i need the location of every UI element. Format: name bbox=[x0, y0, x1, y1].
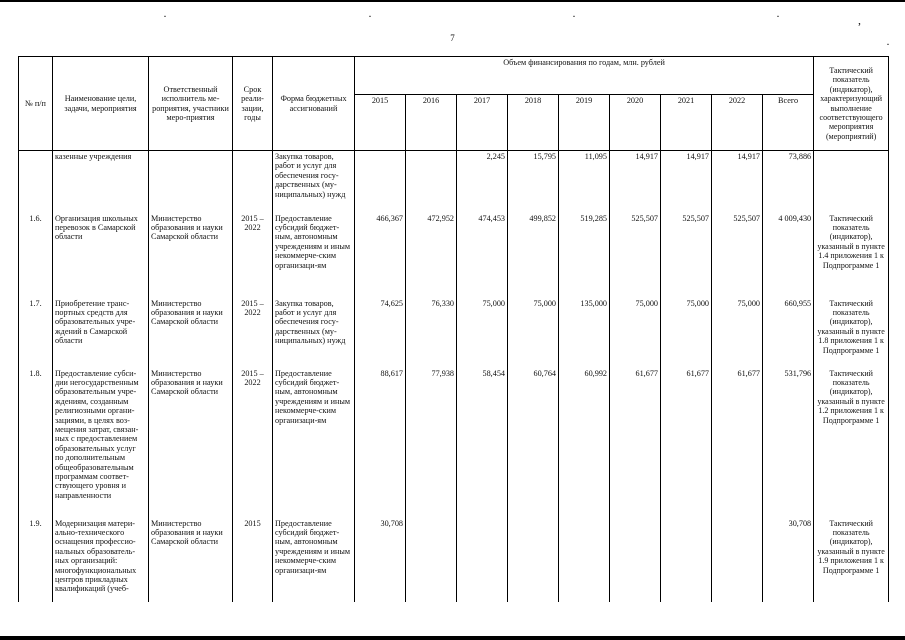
row-period bbox=[233, 151, 273, 213]
row-value-2016: 472,952 bbox=[406, 213, 457, 298]
row-period: 2015 bbox=[233, 518, 273, 602]
table-row bbox=[19, 298, 889, 368]
row-value-2017 bbox=[457, 518, 508, 602]
row-value-2018: 75,000 bbox=[508, 298, 559, 368]
row-value-2021: 14,917 bbox=[661, 151, 712, 213]
row-value-2020: 525,507 bbox=[610, 213, 661, 298]
header-num: № п/п bbox=[19, 57, 53, 151]
row-value-2022: 75,000 bbox=[712, 298, 763, 368]
row-form: Предоставление субсидий бюджет-ным, автономным учреждениям и иным некоммерче-ским организаци-ям bbox=[273, 368, 355, 518]
row-value-2015: 74,625 bbox=[355, 298, 406, 368]
row-value-2016 bbox=[406, 151, 457, 213]
row-value-total: 660,955 bbox=[763, 298, 814, 368]
row-value-2020: 14,917 bbox=[610, 151, 661, 213]
header-year: 2022 bbox=[712, 95, 763, 151]
row-form: Закупка товаров, работ и услуг для обеспечения госу-дарственных (му-ниципальных) нужд bbox=[273, 298, 355, 368]
row-value-2019: 11,095 bbox=[559, 151, 610, 213]
row-period: 2015 – 2022 bbox=[233, 213, 273, 298]
page-number: 7 bbox=[450, 33, 455, 43]
row-value-2020: 75,000 bbox=[610, 298, 661, 368]
row-value-2022 bbox=[712, 518, 763, 602]
row-indicator: Тактический показатель (индикатор), указанный в пункте 1.8 приложения 1 к Подпрограмме 1 bbox=[814, 298, 889, 368]
row-value-2020 bbox=[610, 518, 661, 602]
row-value-2018 bbox=[508, 518, 559, 602]
row-name: казенные учреждения bbox=[53, 151, 149, 213]
scan-speck: · bbox=[886, 37, 890, 51]
row-responsible: Министерство образования и науки Самарской области bbox=[149, 213, 233, 298]
row-value-2016 bbox=[406, 518, 457, 602]
row-value-2022: 61,677 bbox=[712, 368, 763, 518]
row-period: 2015 – 2022 bbox=[233, 368, 273, 518]
table-row bbox=[19, 368, 889, 518]
header-year: 2020 bbox=[610, 95, 661, 151]
header-year: 2018 bbox=[508, 95, 559, 151]
row-form: Закупка товаров, работ и услуг для обеспечения госу-дарственных (му-ниципальных) нужд bbox=[273, 151, 355, 213]
row-value-2016: 76,330 bbox=[406, 298, 457, 368]
scan-speck: · bbox=[572, 9, 576, 23]
row-value-total: 531,796 bbox=[763, 368, 814, 518]
header-total: Всего bbox=[763, 95, 814, 151]
row-value-2015: 30,708 bbox=[355, 518, 406, 602]
row-value-2015: 466,367 bbox=[355, 213, 406, 298]
row-value-2021 bbox=[661, 518, 712, 602]
row-value-2021: 525,507 bbox=[661, 213, 712, 298]
row-responsible: Министерство образования и науки Самарской области bbox=[149, 518, 233, 602]
row-indicator: Тактический показатель (индикатор), указанный в пункте 1.2 приложения 1 к Подпрограмме 1 bbox=[814, 368, 889, 518]
table-row bbox=[19, 518, 889, 602]
row-responsible: Министерство образования и науки Самарской области bbox=[149, 298, 233, 368]
financing-table bbox=[18, 56, 889, 602]
row-name: Модернизация матери-ально-технического оснащения профессио-нальных образователь-ных организаций: многофункциональных центров прикладных квалификаций (учеб- bbox=[53, 518, 149, 602]
header-indicator: Тактический показатель (индикатор), характеризующий выполнение соответствующего мероприятия (мероприятий) bbox=[814, 57, 889, 151]
row-responsible: Министерство образования и науки Самарской области bbox=[149, 368, 233, 518]
scan-speck: , bbox=[858, 13, 861, 27]
row-value-total: 73,886 bbox=[763, 151, 814, 213]
row-name: Организация школьных перевозок в Самарской области bbox=[53, 213, 149, 298]
scan-speck: · bbox=[776, 9, 780, 23]
row-num: 1.8. bbox=[19, 368, 53, 518]
table-row bbox=[19, 151, 889, 213]
row-value-2019: 135,000 bbox=[559, 298, 610, 368]
row-value-2021: 75,000 bbox=[661, 298, 712, 368]
header-form: Форма бюджетных ассигнований bbox=[273, 57, 355, 151]
row-value-2019 bbox=[559, 518, 610, 602]
row-value-2017: 2,245 bbox=[457, 151, 508, 213]
row-value-2020: 61,677 bbox=[610, 368, 661, 518]
row-value-2015: 88,617 bbox=[355, 368, 406, 518]
header-financing: Объем финансирования по годам, млн. рублей bbox=[355, 57, 814, 95]
row-value-total: 30,708 bbox=[763, 518, 814, 602]
row-value-2017: 58,454 bbox=[457, 368, 508, 518]
row-value-2019: 519,285 bbox=[559, 213, 610, 298]
row-num bbox=[19, 151, 53, 213]
row-value-2018: 60,764 bbox=[508, 368, 559, 518]
row-indicator: Тактический показатель (индикатор), указанный в пункте 1.9 приложения 1 к Подпрограмме 1 bbox=[814, 518, 889, 602]
header-year: 2021 bbox=[661, 95, 712, 151]
row-value-2021: 61,677 bbox=[661, 368, 712, 518]
header-year: 2019 bbox=[559, 95, 610, 151]
header-year: 2017 bbox=[457, 95, 508, 151]
row-num: 1.9. bbox=[19, 518, 53, 602]
scan-bottom-edge bbox=[0, 636, 905, 640]
row-value-2022: 14,917 bbox=[712, 151, 763, 213]
header-responsible: Ответственный исполнитель ме-роприятия, участники меро-приятия bbox=[149, 57, 233, 151]
row-form: Предоставление субсидий бюджет-ным, автономным учреждениям и иным некоммерче-ским организаци-ям bbox=[273, 213, 355, 298]
row-name: Предоставление субси-дии негосударственным образовательным учре-ждениям, созданным религиозными органи-зациями, в целях воз-мещения затрат, связан-ных с предоставлением образовательных услуг по дополнительным общеобразовательным программам соответ-ствующего уровня и направленности bbox=[53, 368, 149, 518]
row-form: Предоставление субсидий бюджет-ным, автономным учреждениям и иным некоммерче-ским организаци-ям bbox=[273, 518, 355, 602]
row-value-2022: 525,507 bbox=[712, 213, 763, 298]
scan-speck: · bbox=[368, 9, 372, 23]
row-indicator bbox=[814, 151, 889, 213]
row-num: 1.7. bbox=[19, 298, 53, 368]
row-period: 2015 – 2022 bbox=[233, 298, 273, 368]
row-num: 1.6. bbox=[19, 213, 53, 298]
row-value-2018: 499,852 bbox=[508, 213, 559, 298]
row-value-2015 bbox=[355, 151, 406, 213]
row-value-2019: 60,992 bbox=[559, 368, 610, 518]
header-year: 2016 bbox=[406, 95, 457, 151]
row-value-2017: 75,000 bbox=[457, 298, 508, 368]
header-year: 2015 bbox=[355, 95, 406, 151]
scan-top-edge bbox=[0, 0, 905, 2]
row-value-2016: 77,938 bbox=[406, 368, 457, 518]
row-responsible bbox=[149, 151, 233, 213]
row-value-2018: 15,795 bbox=[508, 151, 559, 213]
row-indicator: Тактический показатель (индикатор), указанный в пункте 1.4 приложения 1 к Подпрограмме 1 bbox=[814, 213, 889, 298]
table-row bbox=[19, 213, 889, 298]
header-period: Срок реали-зации, годы bbox=[233, 57, 273, 151]
row-name: Приобретение транс-портных средств для образовательных учре-ждений в Самарской области bbox=[53, 298, 149, 368]
header-name: Наименование цели, задачи, мероприятия bbox=[53, 57, 149, 151]
scan-speck: · bbox=[163, 9, 167, 23]
row-value-2017: 474,453 bbox=[457, 213, 508, 298]
row-value-total: 4 009,430 bbox=[763, 213, 814, 298]
